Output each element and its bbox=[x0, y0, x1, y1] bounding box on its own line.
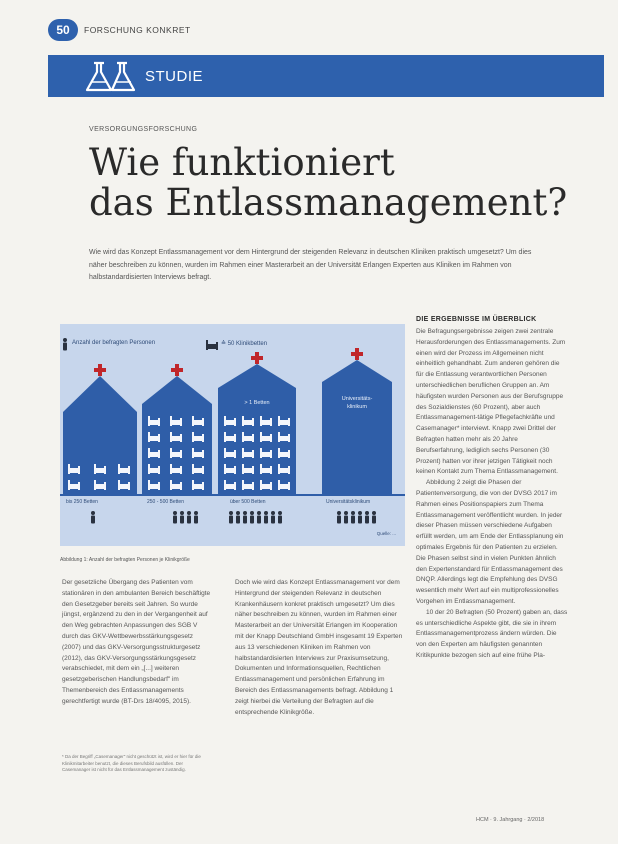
person-icon-rows bbox=[91, 511, 376, 524]
article-kicker: VERSORGUNGSFORSCHUNG bbox=[89, 126, 198, 133]
legend-persons: Anzahl der befragten Personen bbox=[72, 340, 156, 346]
paragraph: Doch wie wird das Konzept Entlassmanagement vor dem Hintergrund der steigenden Relevanz in deutschen Krankenhäusern konkret praktisch umgesetzt? Um dies näher beschreiben zu können, wurden im Rahmen einer Masterarbeit an der Universität Erlangen im Kooperation mit der Knapp Deutschland GmbH insgesamt 19 Experten aus 13 verschiedenen Kliniken im Rahmen von halbstandardisierten Interviews zur Praxisumsetzung, Dokumenten und Informationsquellen, Rechtlichen Entlassmanagement und persönlichen Erfahrung im Bereich des Entlassmanagements befragt. Abbildung 1 zeigt hierbei die Verteilung der Befragten auf die entsprechende Klinikgröße. bbox=[235, 579, 403, 716]
person-icon bbox=[173, 511, 177, 524]
person-icon bbox=[271, 511, 275, 524]
person-icon bbox=[358, 511, 362, 524]
size-label: Universitätsklinikum bbox=[326, 499, 371, 505]
page-footer: HCM · 9. Jahrgang · 2/2018 bbox=[476, 817, 545, 823]
person-icon bbox=[337, 511, 341, 524]
uni-label-2: klinikum bbox=[347, 404, 367, 410]
person-icon bbox=[351, 511, 355, 524]
person-icon bbox=[194, 511, 198, 524]
paragraph: Der gesetzliche Übergang des Patienten vom stationären in den ambulanten Bereich beschäftigte den Gesetzgeber bereits seit Jahren. So wurde jüngst, ergänzend zu den in der Vergangenheit auf den Weg gebrachten Anpassungen des SGB V durch das GKV-Wettbewerbsstärkungsgesetz (2007) und das GKV-Versorgungsstrukturgesetz (2012), das GKV-Versorgungsstärkungsgesetz verabschiedet, mit dem ein „[...] weiteren gesetzgeberischen Handlungsbedarf" im Themenbereich des Entlassmanagements gerechtfertigt wurde (BT-Drs 18/4095, 2015). bbox=[62, 579, 211, 705]
person-icon bbox=[257, 511, 261, 524]
title-line-2: das Entlassmanagement? bbox=[89, 181, 568, 224]
person-icon bbox=[236, 511, 240, 524]
person-icon bbox=[278, 511, 282, 524]
title-line-1: Wie funktioniert bbox=[89, 141, 395, 184]
hospital-medium bbox=[142, 364, 212, 494]
person-icon bbox=[372, 511, 376, 524]
person-legend-icon bbox=[63, 338, 67, 351]
column-2 bbox=[235, 578, 405, 718]
tower-label: > 1 Betten bbox=[244, 400, 270, 406]
hospital-large bbox=[218, 352, 296, 494]
hospital-small bbox=[63, 364, 137, 494]
person-icon bbox=[264, 511, 268, 524]
paragraph: 10 der 20 Befragten (50 Prozent) gaben an, dass es unterschiedliche Aspekte gibt, die sie in ihrem Entlassmanagementprozess ändern würden. Die von den Experten am häufigsten genannten Kritikpunkte bezogen sich auf eine frühe Pla- bbox=[416, 608, 568, 659]
person-icon bbox=[243, 511, 247, 524]
paragraph: Abbildung 2 zeigt die Phasen der Patientenversorgung, die von der DVSG 2017 im Rahmen eines Positionspapiers zum Thema Entlassmanagement veröffentlicht wurden. In jeder dieser Phasen müssen verschiedene Aufgaben erfüllt werden, um am Ende der Entlassplanung ein optimales Ergebnis für den Patienten zu erzielen. Die Phasen selbst sind in vielen Punkten ähnlich den Expertenstandard für Entlassmanagement des DNQP. Allerdings legt die Empfehlung des DVSG wesentlich mehr Wert auf ein multiprofessionelles Vorgehen im Entlassmanagement. bbox=[416, 479, 564, 605]
hospital-university bbox=[322, 348, 392, 494]
size-label: 250 - 500 Betten bbox=[147, 499, 184, 505]
section-title: FORSCHUNG KONKRET bbox=[84, 25, 191, 35]
study-banner bbox=[48, 55, 604, 97]
legend-beds: ≙ 50 Klinikbetten bbox=[221, 341, 268, 347]
person-icon bbox=[187, 511, 191, 524]
hospital-infographic bbox=[60, 324, 405, 546]
footnote: * Da der Begriff „Casemanager" nicht geschützt ist, wird er hier für die Klinikmitarbeiter benutzt, die dieses Berufsbild ausfüllen. Der Casemanager ist nicht für das Entlassmanagement zuständig. bbox=[62, 754, 201, 772]
page-number: 50 bbox=[48, 19, 78, 41]
bed-legend-icon bbox=[206, 340, 218, 350]
size-label: bis 250 Betten bbox=[66, 499, 98, 505]
person-icon bbox=[180, 511, 184, 524]
figure-caption: Abbildung 1: Anzahl der befragten Personen je Klinikgröße bbox=[60, 557, 190, 563]
column-1 bbox=[62, 578, 212, 708]
results-heading: DIE ERGEBNISSE IM ÜBERBLICK bbox=[416, 316, 537, 323]
person-icon bbox=[250, 511, 254, 524]
article-title bbox=[89, 143, 567, 223]
article-lead: Wie wird das Konzept Entlassmanagement vor dem Hintergrund der steigenden Relevanz in deutschen Kliniken praktisch umgesetzt? Um dies näher beschreiben zu können, wurden im Rahmen einer Masterarbeit an der Universität Erlangen Experten aus Kliniken im Rahmen von halbstandardisierten Interviews befragt. bbox=[89, 249, 532, 281]
lab-flask-icon bbox=[84, 59, 140, 98]
banner-title: STUDIE bbox=[145, 68, 204, 85]
paragraph: Die Befragungsergebnisse zeigen zwei zentrale Herausforderungen des Entlassmanagements. Zum einen wird der Prozess im Allgemeinen nicht einheitlich gehandhabt. Zum anderen gehören die für die Entlassung verantwortlichen Personen unterschiedlichen beruflichen Gruppen an. Am häufigsten wurden Personen aus der Berufsgruppe des Sozialdienstes (60 Prozent), aber auch Entlassmanagement-tätige Pflegefachkräfte und Casemanager* interviewt. Knapp zwei Drittel der Befragten hatten mehr als 20 Jahre Berufserfahrung, lediglich sechs Personen (30 Prozent) hatten vor ihrer jetzigen Tätigkeit noch keinen Kontakt zum Thema Entlassmanagement. bbox=[416, 328, 566, 476]
person-icon bbox=[344, 511, 348, 524]
person-icon bbox=[365, 511, 369, 524]
results-column bbox=[416, 327, 568, 662]
person-icon bbox=[91, 511, 95, 524]
person-icon bbox=[229, 511, 233, 524]
size-label: über 500 Betten bbox=[230, 499, 266, 505]
infographic-source: Quelle: ... bbox=[376, 531, 396, 536]
uni-label-1: Universitäts- bbox=[341, 396, 373, 402]
hospital-graphic bbox=[60, 324, 405, 546]
